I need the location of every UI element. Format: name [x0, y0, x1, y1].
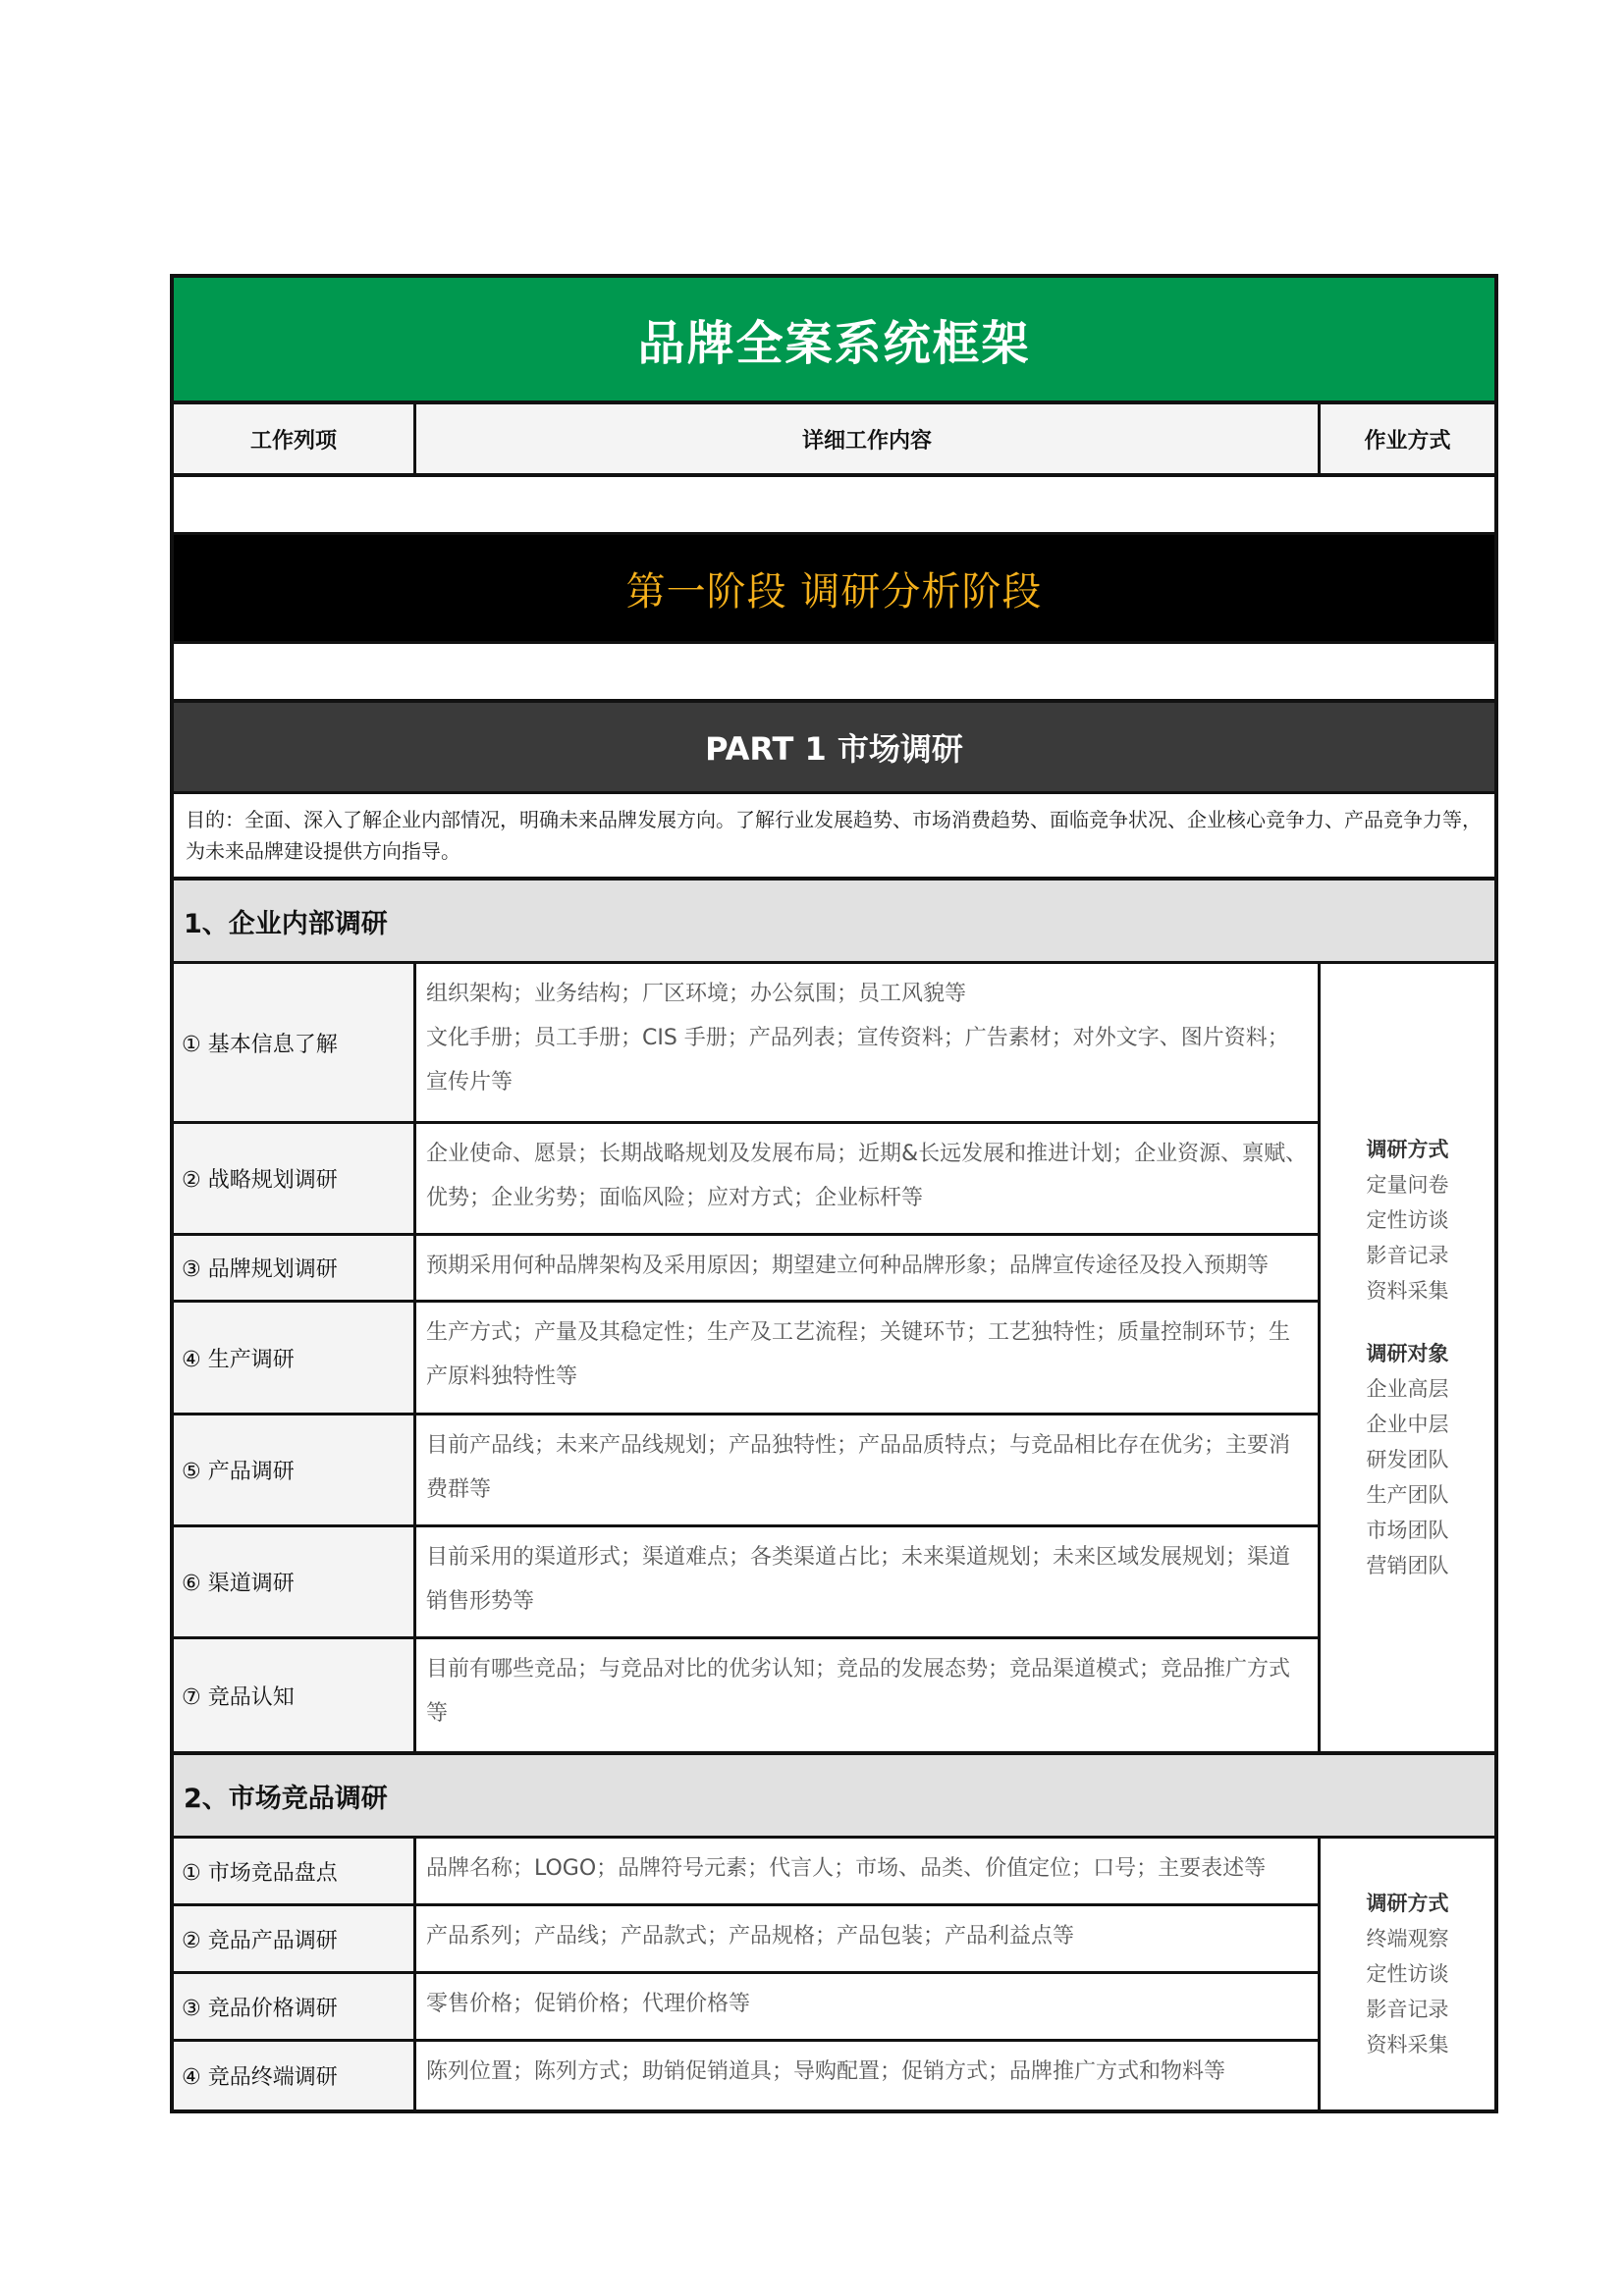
- method-item: 资料采集: [1366, 1279, 1449, 1303]
- row-detail: 品牌名称；LOGO；品牌符号元素；代言人；市场、品类、价值定位；口号；主要表述等: [426, 1856, 1267, 1881]
- purpose-text: 目的：全面、深入了解企业内部情况，明确未来品牌发展方向。了解行业发展趋势、市场消费趋势、面临竞争状况、企业核心竞争力、产品竞争力等，为未来品牌建设提供方向指导。: [174, 794, 1494, 881]
- row-detail: 生产方式；产量及其稳定性；生产及工艺流程；关键环节；工艺独特性；质量控制环节；生产原料独特性等: [426, 1320, 1291, 1389]
- table-row: [174, 964, 1318, 1124]
- header-method: 作业方式: [1364, 428, 1451, 454]
- target-label: 调研对象: [1366, 1342, 1449, 1365]
- method-label: 调研方式: [1366, 1138, 1449, 1161]
- method-column: [1321, 964, 1494, 1751]
- row-item: ① 基本信息了解: [174, 964, 416, 1121]
- stage-title: 第一阶段 调研分析阶段: [174, 535, 1494, 641]
- target-item: 研发团队: [1366, 1448, 1449, 1471]
- section-body: [174, 964, 1494, 1755]
- table-row: [174, 1236, 1318, 1303]
- table-row: [174, 1527, 1318, 1639]
- section-body: [174, 1839, 1494, 2109]
- row-item: ⑦ 竞品认知: [174, 1639, 416, 1751]
- part-title: PART 1 市场调研: [174, 703, 1494, 794]
- method-item: 终端观察: [1366, 1927, 1449, 1950]
- target-item: 生产团队: [1366, 1483, 1449, 1507]
- method-label: 调研方式: [1366, 1892, 1449, 1915]
- section-heading: 2、市场竞品调研: [174, 1755, 1494, 1839]
- row-item: ⑤ 产品调研: [174, 1415, 416, 1524]
- row-detail: 组织架构；业务结构；厂区环境；办公氛围；员工风貌等 文化手册；员工手册；CIS 手册；产品列表；宣传资料；广告素材；对外文字、图片资料；宣传片等: [426, 982, 1289, 1095]
- row-item: ② 战略规划调研: [174, 1124, 416, 1233]
- target-item: 市场团队: [1366, 1519, 1449, 1542]
- row-item: ④ 竞品终端调研: [174, 2042, 416, 2109]
- target-item: 营销团队: [1366, 1554, 1449, 1577]
- table-row: [174, 2042, 1318, 2109]
- section-rows: [174, 964, 1321, 1751]
- method-item: 影音记录: [1366, 1244, 1449, 1267]
- method-column: [1321, 1839, 1494, 2109]
- table-header: [174, 404, 1494, 477]
- method-item: 资料采集: [1366, 2033, 1449, 2056]
- section-rows: [174, 1839, 1321, 2109]
- header-detail: 详细工作内容: [416, 404, 1321, 473]
- row-detail: 陈列位置；陈列方式；助销促销道具；导购配置；促销方式；品牌推广方式和物料等: [426, 2059, 1226, 2084]
- table-row: [174, 1839, 1318, 1906]
- method-item: 影音记录: [1366, 1998, 1449, 2021]
- target-item: 企业高层: [1366, 1377, 1449, 1401]
- row-item: ⑥ 渠道调研: [174, 1527, 416, 1636]
- spacer: [174, 477, 1494, 535]
- table-row: [174, 1906, 1318, 1974]
- row-item: ③ 品牌规划调研: [174, 1236, 416, 1300]
- row-detail: 零售价格；促销价格；代理价格等: [426, 1992, 751, 2016]
- row-detail: 产品系列；产品线；产品款式；产品规格；产品包装；产品利益点等: [426, 1924, 1075, 1949]
- row-detail: 目前产品线；未来产品线规划；产品独特性；产品品质特点；与竞品相比存在优劣；主要消费群等: [426, 1433, 1291, 1502]
- row-detail: 预期采用何种品牌架构及采用原因；期望建立何种品牌形象；品牌宣传途径及投入预期等: [426, 1254, 1270, 1278]
- spacer: [174, 641, 1494, 703]
- row-detail: 企业使命、愿景；长期战略规划及发展布局；近期&长远发展和推进计划；企业资源、禀赋、优势；企业劣势；面临风险；应对方式；企业标杆等: [426, 1142, 1308, 1210]
- row-detail: 目前有哪些竞品；与竞品对比的优劣认知；竞品的发展态势；竞品渠道模式；竞品推广方式等: [426, 1657, 1291, 1726]
- row-item: ④ 生产调研: [174, 1303, 416, 1413]
- section-heading: 1、企业内部调研: [174, 881, 1494, 964]
- header-work-item: 工作列项: [174, 404, 416, 473]
- framework-table: [170, 274, 1498, 2113]
- row-item: ② 竞品产品调研: [174, 1906, 416, 1971]
- table-row: [174, 1415, 1318, 1527]
- table-row: [174, 1124, 1318, 1236]
- target-item: 企业中层: [1366, 1413, 1449, 1436]
- row-item: ③ 竞品价格调研: [174, 1974, 416, 2039]
- table-row: [174, 1639, 1318, 1751]
- table-row: [174, 1974, 1318, 2042]
- method-item: 定性访谈: [1366, 1208, 1449, 1232]
- row-item: ① 市场竞品盘点: [174, 1839, 416, 1903]
- method-item: 定量问卷: [1366, 1173, 1449, 1197]
- table-row: [174, 1303, 1318, 1415]
- document-title: 品牌全案系统框架: [174, 278, 1494, 404]
- row-detail: 目前采用的渠道形式；渠道难点；各类渠道占比；未来渠道规划；未来区域发展规划；渠道销售形势等: [426, 1545, 1291, 1614]
- method-item: 定性访谈: [1366, 1962, 1449, 1986]
